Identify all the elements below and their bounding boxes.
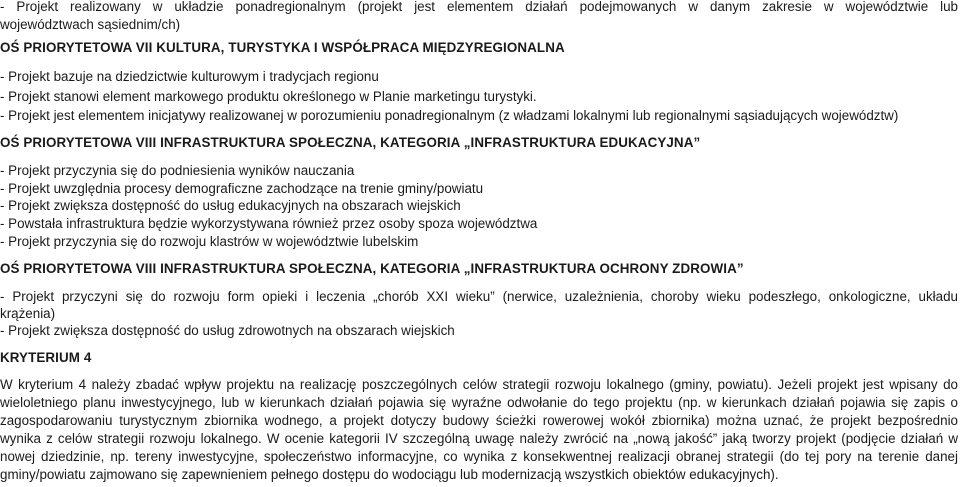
- list-item: - Projekt stanowi element markowego produktu określonego w Planie marketingu turystyki.: [0, 89, 537, 104]
- list-item: - Projekt zwiększa dostępność do usług edukacyjnych na obszarach wiejskich: [0, 198, 461, 213]
- paragraph-line: wieloletniego planu inwestycyjnego, lub w kierunkach działań pojawia się wyraźne odwołanie do tego projektu (np. w kierunkach działań pojawia się zapis o: [0, 395, 958, 410]
- list-item: - Projekt przyczynia się do podniesienia wyników nauczania: [0, 163, 355, 178]
- list-item: - Projekt bazuje na dziedzictwie kulturowym i tradycjach regionu: [0, 69, 379, 84]
- list-item: - Projekt zwiększa dostępność do usług zdrowotnych na obszarach wiejskich: [0, 323, 455, 338]
- list-item: - Powstała infrastruktura będzie wykorzystywana również przez osoby spoza województwa: [0, 216, 538, 231]
- intro-line: województwach sąsiednim/ch): [0, 17, 181, 32]
- section-heading: OŚ PRIORYTETOWA VIII INFRASTRUKTURA SPOŁECZNA, KATEGORIA „INFRASTRUKTURA OCHRONY ZDROWIA”: [0, 261, 744, 276]
- section-heading: OŚ PRIORYTETOWA VIII INFRASTRUKTURA SPOŁECZNA, KATEGORIA „INFRASTRUKTURA EDUKACYJNA”: [0, 135, 701, 150]
- list-item-continuation: krążenia): [0, 306, 56, 321]
- paragraph-line: nowej dziedzinie, np. tereny inwestycyjne, społeczeństwo informacyjne, co wynika z konsekwentnej realizacji obranej strategii (do tej pory na terenie danej: [0, 449, 958, 464]
- list-item: - Projekt przyczyni się do rozwoju form opieki i leczenia „chorób XXI wieku” (nerwice, uzależnienia, choroby wieku podeszłego, onkologiczne, układu: [0, 289, 958, 304]
- list-item: - Projekt uwzględnia procesy demograficzne zachodzące na trenie gminy/powiatu: [0, 181, 484, 196]
- paragraph-line: zagospodarowaniu turystycznym zbiornika wodnego, a projekt dotyczy budowy ścieżki rowerowej wokół zbiornika) można uznać, że projekt bezpośrednio: [0, 413, 958, 428]
- paragraph-line: wynika z celów strategii rozwoju lokalnego. W ocenie kategorii IV szczególną uwagę należy zwrócić na „nową jakość” jaką tworzy projekt (podjęcie działań w: [0, 431, 958, 446]
- intro-line: - Projekt realizowany w układzie ponadregionalnym (projekt jest elementem działań podejmowanych w danym zakresie w województwie lub: [0, 0, 958, 14]
- criterion-heading: KRYTERIUM 4: [0, 350, 92, 365]
- paragraph-line: W kryterium 4 należy zbadać wpływ projektu na realizację poszczególnych celów strategii rozwoju lokalnego (gminy, powiatu). Jeżeli projekt jest wpisany do: [0, 377, 958, 392]
- paragraph-line: gminy/powiatu zajmowano się zapewnieniem pełnego dostępu do wodociągu lub modernizacją wszystkich obiektów edukacyjnych).: [0, 467, 779, 482]
- list-item: - Projekt jest elementem inicjatywy realizowanej w porozumieniu ponadregionalnym (z władzami lokalnymi lub regionalnymi sąsiadujących województw): [0, 108, 899, 123]
- list-item: - Projekt przyczynia się do rozwoju klastrów w województwie lubelskim: [0, 234, 419, 249]
- section-heading: OŚ PRIORYTETOWA VII KULTURA, TURYSTYKA I WSPÓŁPRACA MIĘDZYREGIONALNA: [0, 40, 565, 55]
